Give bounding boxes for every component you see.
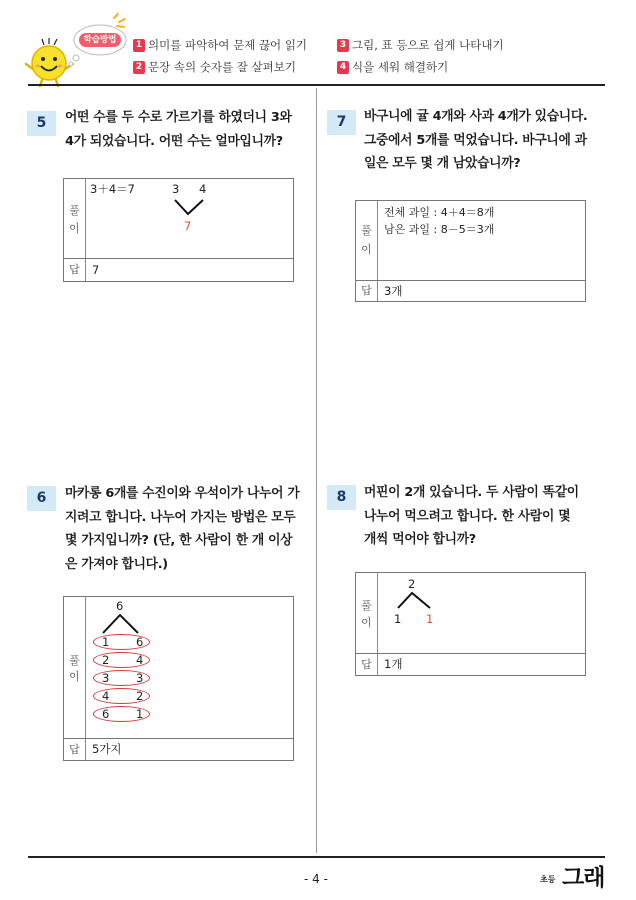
logo-small-text: 초등 bbox=[540, 875, 556, 884]
problem-6-text bbox=[65, 482, 299, 576]
header-divider bbox=[28, 84, 605, 86]
method-number-1: 1 bbox=[133, 39, 145, 52]
problem-8-solution-box bbox=[355, 572, 586, 676]
answer-row bbox=[356, 280, 585, 301]
method-text-1: 의미를 파악하여 문제 끊어 읽기 bbox=[148, 38, 308, 52]
answer-row bbox=[64, 738, 293, 760]
answer-label: 답 bbox=[64, 739, 86, 760]
problem-text-line: 그중에서 5개를 먹었습니다. 바구니에 과 bbox=[364, 132, 587, 148]
split-pair-oval bbox=[93, 652, 150, 668]
problem-text-line: 지려고 합니다. 나누어 가지는 방법은 모두 bbox=[65, 509, 296, 525]
pair-right-number: 6 bbox=[136, 635, 144, 649]
answer-value: 3개 bbox=[384, 284, 403, 298]
split-diagram-lines bbox=[64, 179, 293, 259]
pair-left-number: 4 bbox=[102, 689, 110, 703]
work-part-left: 1 bbox=[394, 612, 402, 626]
solution-label: 이 bbox=[69, 670, 80, 683]
method-number-2: 2 bbox=[133, 61, 145, 74]
solution-label: 풀 bbox=[69, 204, 80, 217]
problem-text-line: 바구니에 귤 4개와 사과 4개가 있습니다. bbox=[364, 109, 588, 124]
column-divider bbox=[316, 88, 317, 853]
problem-7-number-badge: 7 bbox=[327, 110, 356, 135]
problem-text-line: 나누어 먹으려고 합니다. 한 사람이 몇 bbox=[364, 508, 571, 524]
pair-left-number: 1 bbox=[102, 635, 110, 649]
pair-right-number: 3 bbox=[136, 671, 144, 685]
pair-left-number: 2 bbox=[102, 653, 110, 667]
pair-right-number: 2 bbox=[136, 689, 144, 703]
split-pair-oval bbox=[93, 688, 150, 704]
split-pair-oval bbox=[93, 634, 150, 650]
answer-label: 답 bbox=[356, 281, 378, 301]
solution-label-column bbox=[356, 201, 378, 282]
learning-method-label: 학습방법 bbox=[83, 35, 117, 45]
pair-left-number: 6 bbox=[102, 707, 110, 721]
work-part-right: 4 bbox=[199, 182, 207, 196]
answer-value: 5가지 bbox=[92, 742, 122, 756]
work-part-right: 1 bbox=[426, 612, 434, 626]
split-pair-oval bbox=[93, 706, 150, 722]
work-equation: 3＋4＝7 bbox=[90, 182, 135, 196]
problem-text-line: 마카롱 6개를 수진이와 우석이가 나누어 가 bbox=[65, 486, 300, 501]
solution-label: 이 bbox=[69, 222, 80, 235]
solution-label: 풀 bbox=[69, 654, 80, 667]
solution-label: 이 bbox=[361, 616, 372, 629]
method-number-4: 4 bbox=[337, 61, 349, 74]
publisher-logo bbox=[536, 862, 612, 894]
solution-label: 이 bbox=[361, 243, 372, 256]
problem-text-line: 어떤 수를 두 수로 가르기를 하였더니 3와 bbox=[65, 110, 292, 125]
answer-label: 답 bbox=[64, 259, 86, 281]
problem-5-text bbox=[65, 106, 292, 153]
split-pair-oval bbox=[93, 670, 150, 686]
solution-label: 풀 bbox=[361, 224, 372, 237]
problem-6-number-badge: 6 bbox=[27, 486, 56, 511]
problem-6-solution-box bbox=[63, 596, 294, 761]
answer-row bbox=[356, 653, 585, 675]
answer-label: 답 bbox=[356, 654, 378, 675]
answer-value: 7 bbox=[92, 263, 100, 277]
pair-right-number: 4 bbox=[136, 653, 144, 667]
footer-divider bbox=[28, 856, 605, 858]
work-line: 전체 과일 : 4＋4＝8개 bbox=[384, 206, 495, 219]
page-number: - 4 - bbox=[304, 872, 328, 886]
pair-right-number: 1 bbox=[136, 707, 144, 721]
method-text-2: 문장 속의 숫자를 잘 살펴보기 bbox=[148, 60, 296, 74]
problem-text-line: 개씩 먹어야 합니까? bbox=[364, 532, 476, 547]
problem-text-line: 머핀이 2개 있습니다. 두 사람이 똑같이 bbox=[364, 485, 579, 500]
work-whole: 2 bbox=[408, 577, 416, 591]
work-part-left: 3 bbox=[172, 182, 180, 196]
problem-7-text bbox=[364, 105, 587, 176]
logo-main-text: 그래 bbox=[562, 865, 605, 891]
problem-5-solution-box bbox=[63, 178, 294, 282]
problem-7-solution-box bbox=[355, 200, 586, 302]
answer-value: 1개 bbox=[384, 657, 403, 671]
problem-text-line: 몇 가지입니까? (단, 한 사람이 한 개 이상 bbox=[65, 533, 293, 548]
method-number-3: 3 bbox=[337, 39, 349, 52]
problem-text-line: 4가 되었습니다. 어떤 수는 얼마입니까? bbox=[65, 133, 283, 149]
problem-text-line: 은 가져야 합니다.) bbox=[65, 556, 168, 572]
problem-8-number-badge: 8 bbox=[327, 485, 356, 510]
method-text-4: 식을 세워 해결하기 bbox=[352, 60, 449, 74]
answer-row bbox=[64, 258, 293, 281]
problem-text-line: 일은 모두 몇 개 남았습니까? bbox=[364, 156, 521, 171]
solution-label: 풀 bbox=[361, 599, 372, 612]
work-line: 남은 과일 : 8－5＝3개 bbox=[384, 223, 495, 236]
method-text-3: 그림, 표 등으로 쉽게 나타내기 bbox=[352, 38, 504, 52]
work-whole: 6 bbox=[116, 599, 124, 613]
split-diagram-lines bbox=[356, 573, 585, 653]
pair-left-number: 3 bbox=[102, 671, 110, 685]
problem-5-number-badge: 5 bbox=[27, 111, 56, 136]
problem-8-text bbox=[364, 481, 579, 552]
work-whole: 7 bbox=[184, 219, 192, 233]
